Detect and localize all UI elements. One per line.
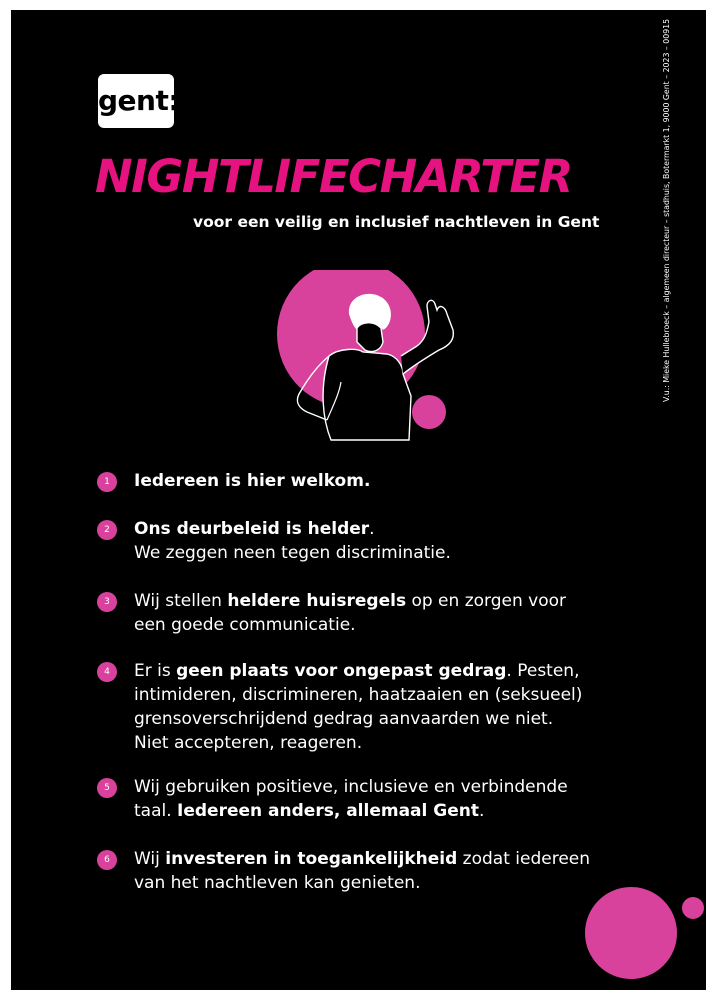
rule-plain-text: Wij stellen — [134, 591, 228, 611]
decorative-circles — [581, 878, 706, 990]
gent-logo: gent: — [98, 74, 174, 128]
rule-number-badge: 4 — [97, 662, 117, 682]
rule-plain-text: op en zorgen voor — [406, 591, 566, 611]
rule-text — [134, 589, 654, 637]
rule-plain-text: taal. — [134, 801, 178, 821]
rule-bold-text: Iedereen anders, allemaal Gent — [177, 801, 479, 821]
rule-plain-text: . — [478, 801, 485, 821]
rule-text — [134, 659, 654, 755]
rule-plain-text: zodat iedereen — [457, 849, 591, 869]
rule-bold-text: geen plaats voor ongepast gedrag — [176, 661, 507, 681]
rule-bold-text: investeren in toegankelijkheid — [165, 849, 458, 869]
rule-plain-text: We zeggen neen tegen discriminatie. — [134, 543, 451, 563]
page-title: NIGHTLIFECHARTER — [95, 150, 572, 203]
rule-bold-text: Iedereen is hier welkom. — [134, 471, 371, 491]
rule-number-badge: 2 — [97, 520, 117, 540]
page-subtitle: voor een veilig en inclusief nachtleven in Gent — [193, 213, 600, 231]
rule-bold-text: Ons deurbeleid is helder — [134, 519, 370, 539]
rule-number-badge: 3 — [97, 592, 117, 612]
rule-plain-text: een goede communicatie. — [134, 615, 356, 635]
rule-bold-text: heldere huisregels — [227, 591, 407, 611]
responsible-publisher-credit: V.u.: Mieke Hullebroeck – algemeen directeur – stadhuis, Botermarkt 1, 9000 Gent – 2023 – 00915 — [662, 18, 671, 402]
person-thumbs-up-illustration — [261, 270, 461, 450]
rule-plain-text: Wij gebruiken positieve, inclusieve en verbindende — [134, 777, 568, 797]
rule-text — [134, 469, 654, 493]
rule-number-badge: 1 — [97, 472, 117, 492]
rule-plain-text: grensoverschrijdend gedrag aanvaarden we niet. — [134, 709, 554, 729]
rule-plain-text: . Pesten, — [506, 661, 580, 681]
rule-text — [134, 517, 654, 565]
rule-number-badge: 5 — [97, 778, 117, 798]
rule-text — [134, 847, 654, 895]
rule-plain-text: . — [369, 519, 375, 539]
rule-plain-text: van het nachtleven kan genieten. — [134, 873, 421, 893]
rule-text — [134, 775, 654, 823]
rule-plain-text: Er is — [134, 661, 177, 681]
poster — [11, 10, 706, 990]
rule-plain-text: Wij — [134, 849, 166, 869]
rule-plain-text: Niet accepteren, reageren. — [134, 733, 363, 753]
rule-number-badge: 6 — [97, 850, 117, 870]
rule-plain-text: intimideren, discrimineren, haatzaaien en (seksueel) — [134, 685, 583, 705]
